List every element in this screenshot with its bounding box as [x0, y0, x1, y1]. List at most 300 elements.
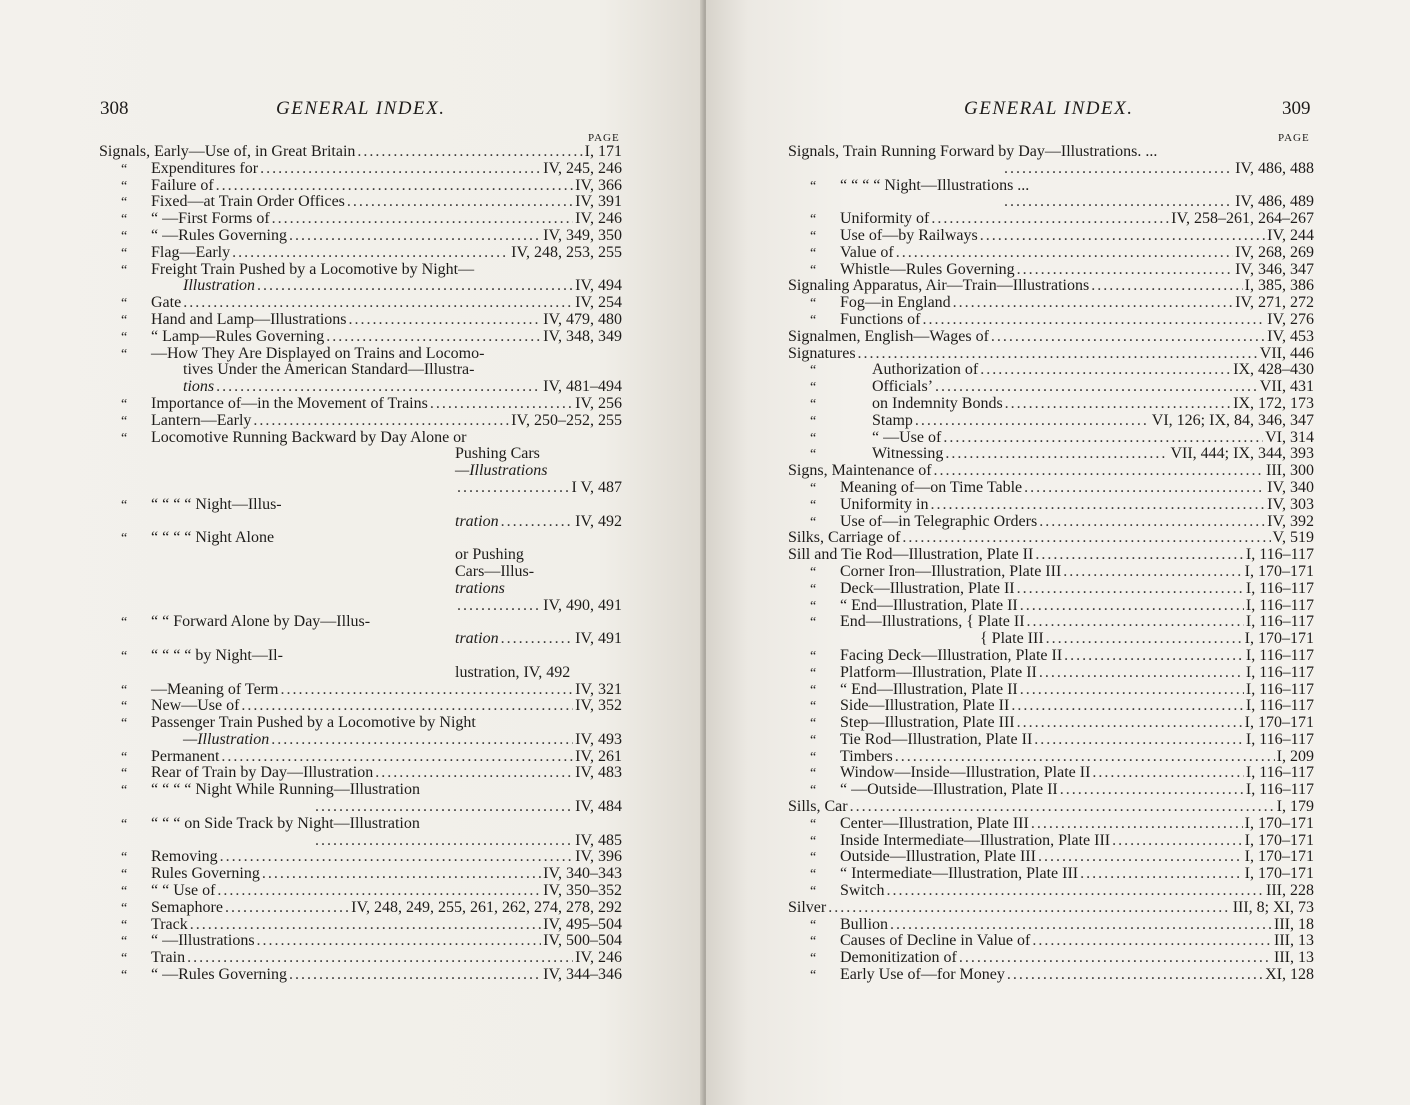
ditto-mark: “ [810, 480, 817, 496]
dot-leader [1046, 631, 1243, 648]
ditto-mark: “ [810, 968, 817, 984]
index-entry [99, 463, 622, 480]
index-entry [99, 211, 622, 228]
entry-text: Semaphore [151, 898, 223, 916]
page-reference: IV, 346, 347 [1235, 260, 1314, 278]
entry-text: Signaling Apparatus, Air—Train—Illustrations [788, 277, 1090, 295]
index-entry [99, 917, 622, 934]
entry-text: “ —Illustrations [151, 932, 255, 950]
entry-text: Signs, Maintenance of [788, 462, 932, 480]
dot-leader [289, 228, 541, 245]
dot-leader [262, 866, 541, 883]
entry-text: Officials’ [872, 378, 934, 396]
ditto-mark: “ [810, 716, 817, 732]
entry-text: Failure of [151, 176, 214, 194]
page-reference: I, 170–171 [1244, 831, 1314, 849]
entry-text: “ End—Illustration, Plate II [840, 596, 1018, 614]
entry-text: “ End—Illustration, Plate II [840, 680, 1018, 698]
index-entry [99, 262, 622, 279]
entry-text: Meaning of—on Time Table [840, 478, 1023, 496]
entry-text: Inside Intermediate—Illustration, Plate III [840, 831, 1111, 849]
index-entry [788, 413, 1314, 430]
page-reference: I, 170–171 [1244, 848, 1314, 866]
index-entry [788, 665, 1314, 682]
page-reference: IV, 348, 349 [543, 327, 622, 345]
ditto-mark: “ [121, 228, 128, 244]
ditto-mark: “ [121, 749, 128, 765]
entry-text: Whistle—Rules Governing [840, 260, 1015, 278]
ditto-mark: “ [810, 581, 817, 597]
ditto-mark: “ [121, 615, 128, 631]
dot-leader [272, 211, 574, 228]
page-reference: IV, 453 [1267, 327, 1314, 345]
ditto-mark: “ [121, 245, 128, 261]
page-reference: III, 228 [1266, 882, 1314, 900]
index-entry [99, 497, 622, 514]
ditto-mark: “ [121, 934, 128, 950]
index-entry [99, 749, 622, 766]
dot-leader [257, 278, 573, 295]
ditto-mark: “ [810, 245, 817, 261]
dot-leader [945, 446, 1168, 463]
page-reference: I, 116–117 [1245, 613, 1314, 631]
entry-text: { Plate III [980, 630, 1044, 648]
index-entry [788, 581, 1314, 598]
dot-leader [1017, 262, 1234, 279]
dot-leader [931, 211, 1169, 228]
ditto-mark: “ [810, 598, 817, 614]
index-entry [99, 849, 622, 866]
page-reference: IV, 492 [575, 512, 622, 530]
ditto-mark: “ [810, 212, 817, 228]
index-entry [99, 245, 622, 262]
page-reference: IV, 349, 350 [543, 226, 622, 244]
dot-leader [253, 413, 509, 430]
index-entry [99, 514, 622, 531]
index-entry [99, 950, 622, 967]
index-entry [788, 144, 1314, 161]
page-reference: IV, 495–504 [543, 915, 622, 933]
dot-leader [1020, 682, 1244, 699]
index-entry [788, 598, 1314, 615]
entry-text: “ “ Forward Alone by Day—Illus- [151, 613, 371, 631]
index-entry [99, 194, 622, 211]
left-page-number: 308 [100, 98, 129, 119]
page-reference: IV, 246 [575, 949, 622, 967]
index-entry [788, 698, 1314, 715]
page-reference: III, 13 [1274, 932, 1314, 950]
entry-text: “ “ “ “ Night While Running—Illustration [151, 781, 420, 799]
page-reference: I, 170–171 [1244, 714, 1314, 732]
index-entry [788, 547, 1314, 564]
index-entry [788, 194, 1314, 211]
page-reference: III, 300 [1266, 462, 1314, 480]
left-page [0, 0, 704, 1105]
index-entry [788, 765, 1314, 782]
dot-leader [1017, 715, 1243, 732]
entry-text: Signals, Train Running Forward by Day—Illustrations. ... [788, 143, 1158, 160]
entry-text: Early Use of—for Money [840, 966, 1005, 984]
index-entry [788, 530, 1314, 547]
page-reference: I, 116–117 [1245, 663, 1314, 681]
page-reference: IV, 391 [575, 193, 622, 211]
page-reference: IX, 428–430 [1233, 361, 1314, 379]
page-reference: VI, 126; IX, 84, 346, 347 [1151, 411, 1314, 429]
index-entry [99, 614, 622, 631]
page-reference: VII, 431 [1259, 378, 1314, 396]
index-entry [788, 900, 1314, 917]
entry-text: Locomotive Running Backward by Day Alone or [151, 428, 467, 446]
ditto-mark: “ [121, 716, 128, 732]
dot-leader [349, 312, 542, 329]
dot-leader [1064, 648, 1244, 665]
entry-text: “ “ “ “ Night—Illustrations ... [840, 176, 1030, 194]
ditto-mark: “ [121, 816, 128, 832]
entry-text: Facing Deck—Illustration, Plate II [840, 646, 1063, 664]
index-entry [99, 782, 622, 799]
entry-text: Deck—Illustration, Plate II [840, 579, 1015, 597]
page-reference: IV, 276 [1267, 310, 1314, 328]
dot-leader [953, 295, 1234, 312]
page-reference: VII, 446 [1259, 344, 1314, 362]
dot-leader [241, 698, 573, 715]
index-entry [99, 161, 622, 178]
right-running-title: GENERAL INDEX. [964, 98, 1134, 119]
page-reference: I, 385, 386 [1244, 277, 1314, 295]
ditto-mark: “ [810, 564, 817, 580]
entry-text: Bullion [840, 915, 889, 933]
dot-leader [935, 379, 1258, 396]
index-entry [788, 245, 1314, 262]
entry-text: End—Illustrations, { Plate II [840, 613, 1025, 631]
page-reference: I, 116–117 [1245, 680, 1314, 698]
page-reference: IV, 490, 491 [543, 596, 622, 614]
ditto-mark: “ [810, 732, 817, 748]
index-entry [788, 682, 1314, 699]
ditto-mark: “ [121, 699, 128, 715]
dot-leader [501, 631, 574, 648]
page-reference: I, 170–171 [1244, 865, 1314, 883]
ditto-mark: “ [810, 363, 817, 379]
ditto-mark: “ [810, 867, 817, 883]
entry-text: Gate [151, 294, 182, 312]
ditto-mark: “ [121, 296, 128, 312]
index-entry [788, 849, 1314, 866]
right-page [706, 0, 1410, 1105]
entry-text: Train [151, 949, 186, 967]
dot-leader [501, 514, 574, 531]
dot-leader [896, 245, 1233, 262]
index-entry [788, 799, 1314, 816]
dot-leader [1007, 967, 1263, 984]
entry-text: Removing [151, 848, 218, 866]
index-entry [788, 816, 1314, 833]
page-reference: IV, 494 [575, 277, 622, 295]
entry-text: Hand and Lamp—Illustrations [151, 310, 347, 328]
index-entry [788, 346, 1314, 363]
page-reference: IV, 261 [575, 747, 622, 765]
entry-text: Silver [788, 898, 827, 916]
index-entry [99, 816, 622, 833]
page-reference: IV, 248, 249, 255, 261, 262, 274, 278, 292 [351, 898, 622, 916]
ditto-mark: “ [121, 917, 128, 933]
dot-leader [1027, 614, 1244, 631]
index-entry [788, 833, 1314, 850]
ditto-mark: “ [121, 329, 128, 345]
page-reference: IV, 493 [575, 730, 622, 748]
dot-leader [190, 917, 541, 934]
page-reference: III, 18 [1274, 915, 1314, 933]
index-entry [99, 933, 622, 950]
entry-text: “ “ “ on Side Track by Night—Illustration [151, 814, 420, 832]
page-reference: IV, 484 [575, 798, 622, 816]
entry-text: tration [455, 630, 499, 648]
dot-leader [1032, 933, 1272, 950]
page-reference: IV, 245, 246 [543, 159, 622, 177]
index-entry [788, 362, 1314, 379]
index-entry [788, 396, 1314, 413]
index-entry [99, 967, 622, 984]
entry-text: Uniformity of [840, 210, 930, 228]
dot-leader [1011, 698, 1244, 715]
page-reference: I, 170–171 [1244, 562, 1314, 580]
page-reference: I V, 487 [571, 478, 622, 496]
index-entry [788, 211, 1314, 228]
index-entry [788, 933, 1314, 950]
page-reference: IX, 172, 173 [1233, 394, 1314, 412]
page-reference: I, 116–117 [1245, 596, 1314, 614]
left-index-entries [99, 144, 622, 984]
entry-text: Signatures [788, 344, 856, 362]
entry-text: “ “ Use of [151, 882, 216, 900]
ditto-mark: “ [810, 917, 817, 933]
index-entry [99, 530, 622, 547]
index-entry [99, 480, 622, 497]
page-reference: VI, 314 [1265, 428, 1314, 446]
entry-text: —How They Are Displayed on Trains and Locomo- [151, 344, 485, 362]
dot-leader [1020, 598, 1244, 615]
dot-leader [890, 917, 1272, 934]
index-entry [788, 262, 1314, 279]
entry-text: tions [183, 378, 215, 396]
index-entry [99, 715, 622, 732]
ditto-mark: “ [121, 195, 128, 211]
entry-text: Sills, Car [788, 798, 848, 816]
index-entry [99, 799, 622, 816]
entry-text: tives Under the American Standard—Illustra- [183, 361, 475, 379]
dot-leader [1091, 278, 1242, 295]
index-entry [99, 765, 622, 782]
index-entry [788, 648, 1314, 665]
dot-leader [980, 362, 1231, 379]
entry-text: Value of [840, 243, 894, 261]
page-reference: IV, 250–252, 255 [511, 411, 622, 429]
index-entry [99, 278, 622, 295]
dot-leader [457, 598, 541, 615]
ditto-mark: “ [810, 682, 817, 698]
page-reference: IV, 254 [575, 294, 622, 312]
index-entry [788, 782, 1314, 799]
dot-leader [357, 144, 582, 161]
entry-text: “ “ “ “ Night Alone [151, 529, 275, 547]
dot-leader [457, 480, 569, 497]
entry-text: on Indemnity Bonds [872, 394, 1003, 412]
ditto-mark: “ [810, 615, 817, 631]
dot-leader [858, 346, 1258, 363]
entry-text: Passenger Train Pushed by a Locomotive by Night [151, 714, 476, 732]
page-reference: III, 8; XI, 73 [1232, 898, 1314, 916]
dot-leader [375, 765, 573, 782]
page-reference: IV, 344–346 [543, 966, 622, 984]
page-reference: IV, 271, 272 [1235, 294, 1314, 312]
page-reference: VII, 444; IX, 344, 393 [1170, 445, 1314, 463]
ditto-mark: “ [810, 951, 817, 967]
page-reference: IV, 491 [575, 630, 622, 648]
index-entry [99, 329, 622, 346]
entry-text: Stamp [872, 411, 913, 429]
index-entry [788, 866, 1314, 883]
dot-leader [220, 849, 574, 866]
entry-text: “ Lamp—Rules Governing [151, 327, 325, 345]
right-page-column-label: PAGE [1278, 132, 1310, 144]
page-reference: IV, 483 [575, 764, 622, 782]
ditto-mark: “ [121, 766, 128, 782]
page-reference: I, 209 [1276, 747, 1314, 765]
dot-leader [886, 883, 1264, 900]
page-reference: IV, 350–352 [543, 882, 622, 900]
entry-text: Side—Illustration, Plate II [840, 697, 1010, 715]
page-reference: IV, 486, 489 [1235, 193, 1314, 211]
index-entry [788, 514, 1314, 531]
index-entry [99, 900, 622, 917]
index-entry [99, 665, 622, 682]
dot-leader [1031, 816, 1243, 833]
entry-text: —Meaning of Term [151, 680, 279, 698]
ditto-mark: “ [121, 346, 128, 362]
dot-leader [850, 799, 1275, 816]
dot-leader [895, 749, 1275, 766]
index-entry [788, 430, 1314, 447]
entry-text: Expenditures for [151, 159, 259, 177]
page-reference: XI, 128 [1265, 966, 1314, 984]
ditto-mark: “ [121, 531, 128, 547]
index-entry [99, 866, 622, 883]
ditto-mark: “ [810, 884, 817, 900]
ditto-mark: “ [121, 497, 128, 513]
dot-leader [315, 799, 573, 816]
entry-text: Center—Illustration, Plate III [840, 814, 1029, 832]
ditto-mark: “ [810, 262, 817, 278]
ditto-mark: “ [121, 312, 128, 328]
entry-text: Fixed—at Train Order Offices [151, 193, 345, 211]
ditto-mark: “ [810, 934, 817, 950]
dot-leader [922, 312, 1265, 329]
dot-leader [943, 430, 1263, 447]
dot-leader [1080, 866, 1243, 883]
index-entry [788, 480, 1314, 497]
page-reference: I, 170–171 [1244, 814, 1314, 832]
ditto-mark: “ [810, 648, 817, 664]
dot-leader [271, 732, 573, 749]
page-reference: IV, 500–504 [543, 932, 622, 950]
entry-text: “ —Use of [872, 428, 942, 446]
entry-text: Flag—Early [151, 243, 231, 261]
dot-leader [991, 329, 1265, 346]
dot-leader [915, 413, 1150, 430]
page-reference: IV, 481–494 [543, 378, 622, 396]
ditto-mark: “ [121, 430, 128, 446]
dot-leader [183, 295, 573, 312]
index-entry [788, 228, 1314, 245]
entry-text: Rear of Train by Day—Illustration [151, 764, 374, 782]
entry-text: Switch [840, 882, 885, 900]
index-entry [99, 446, 622, 463]
index-entry [788, 564, 1314, 581]
entry-text: Window—Inside—Illustration, Plate II [840, 764, 1091, 782]
entry-text: Authorization of [872, 361, 979, 379]
index-entry [99, 698, 622, 715]
entry-text: Silks, Carriage of [788, 529, 901, 547]
entry-text: Signalmen, English—Wages of [788, 327, 989, 345]
index-entry [99, 346, 622, 363]
page-reference: IV, 396 [575, 848, 622, 866]
page-reference: IV, 340 [1267, 478, 1314, 496]
ditto-mark: “ [810, 296, 817, 312]
entry-text: trations [455, 579, 505, 597]
right-index-entries [788, 144, 1314, 984]
entry-text: Witnessing [872, 445, 944, 463]
page-reference: IV, 268, 269 [1235, 243, 1314, 261]
index-entry [99, 631, 622, 648]
ditto-mark: “ [810, 783, 817, 799]
ditto-mark: “ [121, 682, 128, 698]
ditto-mark: “ [810, 699, 817, 715]
page-reference: IV, 256 [575, 394, 622, 412]
dot-leader [1004, 161, 1233, 178]
dot-leader [232, 245, 509, 262]
page-reference: I, 116–117 [1245, 546, 1314, 564]
ditto-mark: “ [810, 430, 817, 446]
index-entry [99, 413, 622, 430]
entry-text: “ —Outside—Illustration, Plate II [840, 781, 1058, 799]
dot-leader [959, 950, 1272, 967]
dot-leader [934, 463, 1264, 480]
dot-leader [1038, 849, 1243, 866]
page-reference: IV, 258–261, 264–267 [1171, 210, 1314, 228]
ditto-mark: “ [121, 850, 128, 866]
index-entry [99, 312, 622, 329]
index-entry [788, 446, 1314, 463]
entry-text: Use of—by Railways [840, 226, 978, 244]
dot-leader [1017, 581, 1244, 598]
index-entry [788, 295, 1314, 312]
page-reference: I, 170–171 [1244, 630, 1314, 648]
index-entry [788, 732, 1314, 749]
index-entry [788, 463, 1314, 480]
page-reference: I, 116–117 [1245, 697, 1314, 715]
entry-text: —Illustrations [455, 462, 548, 480]
dot-leader [430, 396, 573, 413]
ditto-mark: “ [121, 161, 128, 177]
dot-leader [828, 900, 1230, 917]
entry-text: Sill and Tie Rod—Illustration, Plate II [788, 546, 1034, 564]
ditto-mark: “ [810, 497, 817, 513]
entry-text: Functions of [840, 310, 921, 328]
index-entry [788, 312, 1314, 329]
entry-text: “ —First Forms of [151, 210, 270, 228]
ditto-mark: “ [810, 178, 817, 194]
entry-text: “ “ “ “ Night—Illus- [151, 495, 282, 513]
